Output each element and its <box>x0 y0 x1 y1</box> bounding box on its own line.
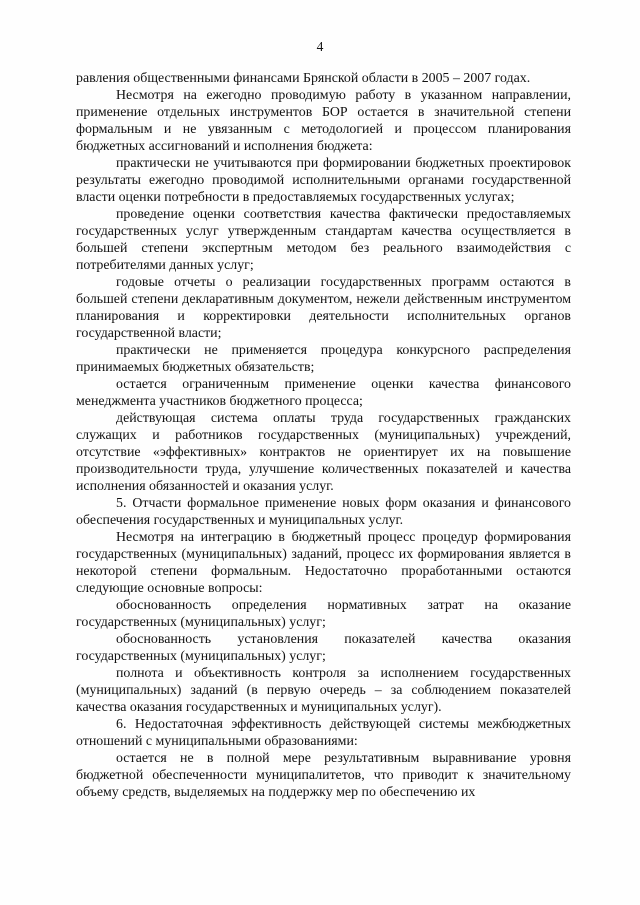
list-item-competitive-allocation: практически не применяется процедура конкурсного распределения принимаемых бюджетных обязательств; <box>76 343 571 375</box>
list-item-payment-system: действующая система оплаты труда государственных гражданских служащих и работников государственных (муниципальных) учреждений, отсутствие «эффективных» контрактов не ориентирует их на повышение производительности труда, улучшение количественных показателей и качества исполнения обязанностей и оказания услуг. <box>76 411 571 494</box>
document-body <box>76 70 571 801</box>
paragraph-intro: Несмотря на ежегодно проводимую работу в указанном направлении, применение отдельных инструментов БОР остается в значительной степени формальным и не увязанным с методологией и процессом планирования бюджетных ассигнований и исполнения бюджета: <box>76 88 571 154</box>
list-item-normative-costs: обоснованность определения нормативных затрат на оказание государственных (муниципальных) услуг; <box>76 598 571 630</box>
list-item-annual-reports: годовые отчеты о реализации государственных программ остаются в большей степени декларативным документом, нежели действенным инструментом планирования и корректировки деятельности исполнительных органов государственной власти; <box>76 275 571 341</box>
paragraph-state-assignments: Несмотря на интеграцию в бюджетный процесс процедур формирования государственных (муниципальных) заданий, процесс их формирования является в некоторой степени формальным. Недостаточно проработанными остаются следующие основные вопросы: <box>76 530 571 596</box>
section-5-heading: 5. Отчасти формальное применение новых форм оказания и финансового обеспечения государственных и муниципальных услуг. <box>76 496 571 528</box>
list-item-equalization: остается не в полной мере результативным выравнивание уровня бюджетной обеспеченности муниципалитетов, что приводит к значительному объему средств, выделяемых на поддержку мер по обеспечению их <box>76 751 571 800</box>
list-item-budget-projections: практически не учитываются при формировании бюджетных проектировок результаты ежегодно проводимой исполнительными органами государственной власти оценки потребности в предоставляемых государственных услугах; <box>76 156 571 205</box>
paragraph-continuation: равления общественными финансами Брянской области в 2005 – 2007 годах. <box>76 71 531 86</box>
list-item-financial-management: остается ограниченным применение оценки качества финансового менеджмента участников бюджетного процесса; <box>76 377 571 409</box>
page-number: 4 <box>316 39 324 54</box>
section-6-heading: 6. Недостаточная эффективность действующей системы межбюджетных отношений с муниципальными образованиями: <box>76 717 571 749</box>
list-item-control: полнота и объективность контроля за исполнением государственных (муниципальных) заданий (в первую очередь – за соблюдением показателей качества оказания государственных и муниципальных услуг). <box>76 666 571 715</box>
list-item-quality-assessment: проведение оценки соответствия качества фактически предоставляемых государственных услуг утвержденным стандартам качества осуществляется в большей степени экспертным методом без реального взаимодействия с потребителями данных услуг; <box>76 207 571 273</box>
list-item-quality-indicators: обоснованность установления показателей качества оказания государственных (муниципальных) услуг; <box>76 632 571 664</box>
